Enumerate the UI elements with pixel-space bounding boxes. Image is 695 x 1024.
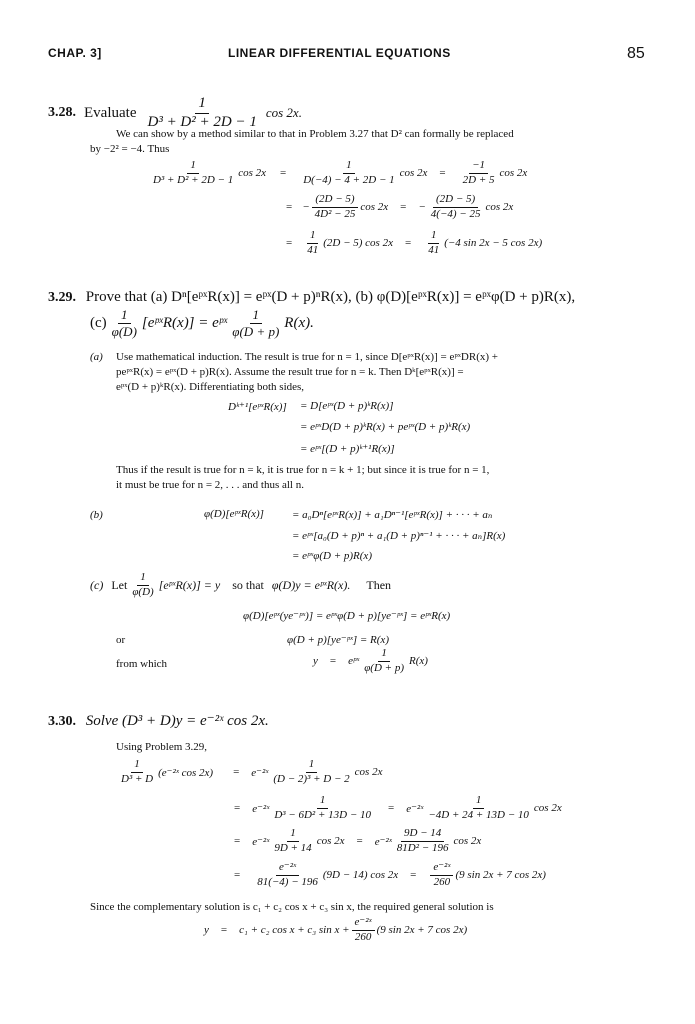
equation-line: = e⁻²ˣ $\frac{1}{\text{D³ − 6D² + 13D − 10}}$ = e⁻²ˣ $\frac{1}{-4D + 24 + 13D - 10}$ cos 2x (234, 794, 562, 821)
equation-lhs: Dᵏ⁺¹[eᵖˣR(x)] (228, 401, 287, 413)
equation-line: = $\frac{1}{41}$ (2D − 5) cos 2x = $\frac{1}{41}$ (−4 sin 2x − 5 cos 2x) (286, 229, 543, 256)
problem-verb: Evaluate (84, 104, 137, 121)
paragraph: peᵖˣR(x) = eᵖˣ(D + p)R(x). Assume the result true for n = k. Then Dᵏ[eᵖˣR(x)] = (116, 366, 464, 378)
page-number: 85 (627, 45, 645, 62)
paragraph: by −2² = −4. Thus (90, 143, 170, 155)
paragraph: Thus if the result is true for n = k, it is true for n = k + 1; but since it is true for n = 1, (116, 464, 490, 476)
paragraph: eᵖˣ(D + p)ᵏR(x). Differentiating both sides, (116, 381, 305, 393)
paragraph: Use mathematical induction. The result is true for n = 1, since D[eᵖˣR(x)] = eᵖˣDR(x) + (116, 351, 498, 363)
equation-line: = $\frac{\text{e⁻²ˣ}}{81(-4) - 196}$ (9D − 14) cos 2x = $\frac{\text{e⁻²ˣ}}{260}$ (9 sin 2x + 7 cos 2x) (234, 861, 546, 888)
paragraph: it must be true for n = 2, . . . and thus all n. (116, 479, 304, 491)
equation-line: φ(D + p)[ye⁻ᵖˣ] = R(x) (287, 634, 389, 646)
equation-line: (c) $\frac{1}{\varphi(D)}$ [eᵖˣR(x)] = eᵖˣ $\frac{1}{\varphi(D + p)}$ R(x). (90, 307, 314, 339)
problem-3-28-heading: 3.28. Evaluate $\frac{1}{\text{D³ + D² + 2D − 1}}$ cos 2x. (48, 95, 302, 130)
paragraph: or (116, 634, 126, 646)
equation-rhs: = eᵖˣ[a₀(D + p)ⁿ + a₁(D + p)ⁿ⁻¹ + · · · + aₙ]R(x) (292, 530, 506, 542)
paragraph: from which (116, 658, 168, 670)
equation-line: $\frac{1}{\text{D³ + D² + 2D − 1}}$ cos 2x = $\frac{1}{D(-4) - 4 + 2D - 1}$ cos 2x = $\frac{-1}{2D + 5}$ cos 2x (153, 159, 528, 186)
fraction: $\frac{1}{\text{D³ + D² + 2D − 1}}$ (147, 95, 257, 130)
problem-number: 3.29. (48, 290, 76, 305)
equation-line: = e⁻²ˣ $\frac{1}{9D + 14}$ cos 2x = e⁻²ˣ $\frac{9D - 14}{\text{81D² − 196}}$ cos 2x (234, 827, 482, 854)
chapter-label: CHAP. 3] (48, 46, 102, 60)
equation-line: (c) Let $\frac{1}{\varphi(D)}$ [eᵖˣR(x)] = y so that φ(D)y = eᵖˣR(x). Then (90, 571, 392, 598)
paragraph: We can show by a method similar to that in Problem 3.27 that D² can formally be replaced (116, 128, 514, 140)
equation-line: φ(D)[eᵖˣ(ye⁻ᵖˣ)] = eᵖˣφ(D + p)[ye⁻ᵖˣ] = eᵖˣR(x) (243, 610, 451, 622)
problem-3-29-heading: 3.29. Prove that (a) Dⁿ[eᵖˣR(x)] = eᵖˣ(D + p)ⁿR(x), (b) φ(D)[eᵖˣR(x)] = eᵖˣφ(D + p)R(x), (48, 289, 576, 305)
problem-3-30-heading: 3.30. Solve (D³ + D)y = e⁻²ˣ cos 2x. (48, 713, 269, 729)
equation-rhs: = eᵖˣD(D + p)ᵏR(x) + peᵖˣ(D + p)ᵏR(x) (300, 421, 471, 433)
equation-rhs: = eᵖˣφ(D + p)R(x) (292, 550, 372, 562)
problem-number: 3.30. (48, 714, 76, 729)
part-label: (b) (90, 509, 103, 521)
equation-rhs: = eᵖˣ[(D + p)ᵏ⁺¹R(x)] (300, 443, 395, 455)
part-label: (a) (90, 351, 103, 363)
equation-line: y = eᵖˣ $\frac{1}{\varphi(D + p)}$ R(x) (313, 647, 428, 674)
equation-line: $\frac{1}{\text{D³ + D}}$ (e⁻²ˣ cos 2x) = e⁻²ˣ $\frac{1}{\text{(D − 2)³ + D − 2}}$ cos 2x (121, 758, 383, 785)
general-solution: y = c₁ + c₂ cos x + c₃ sin x + $\frac{\text{e⁻²ˣ}}{260}$ (9 sin 2x + 7 cos 2x) (204, 916, 468, 943)
paragraph: Since the complementary solution is c₁ + c₂ cos x + c₃ sin x, the required general solution is (90, 901, 494, 913)
equation-rhs: = D[eᵖˣ(D + p)ᵏR(x)] (300, 400, 394, 412)
running-title: LINEAR DIFFERENTIAL EQUATIONS (228, 46, 451, 60)
equation-lhs: φ(D)[eᵖˣR(x)] (204, 508, 264, 520)
equation-line: = − $\frac{(2D - 5)}{\text{4D² − 25}}$ cos 2x = − $\frac{(2D - 5)}{4(-4) - 25}$ cos 2x (286, 193, 514, 220)
paragraph: Using Problem 3.29, (116, 741, 208, 753)
problem-number: 3.28. (48, 105, 76, 121)
equation-rhs: = a₀Dⁿ[eᵖˣR(x)] + a₁Dⁿ⁻¹[eᵖˣR(x)] + · · · + aₙ (292, 509, 493, 521)
